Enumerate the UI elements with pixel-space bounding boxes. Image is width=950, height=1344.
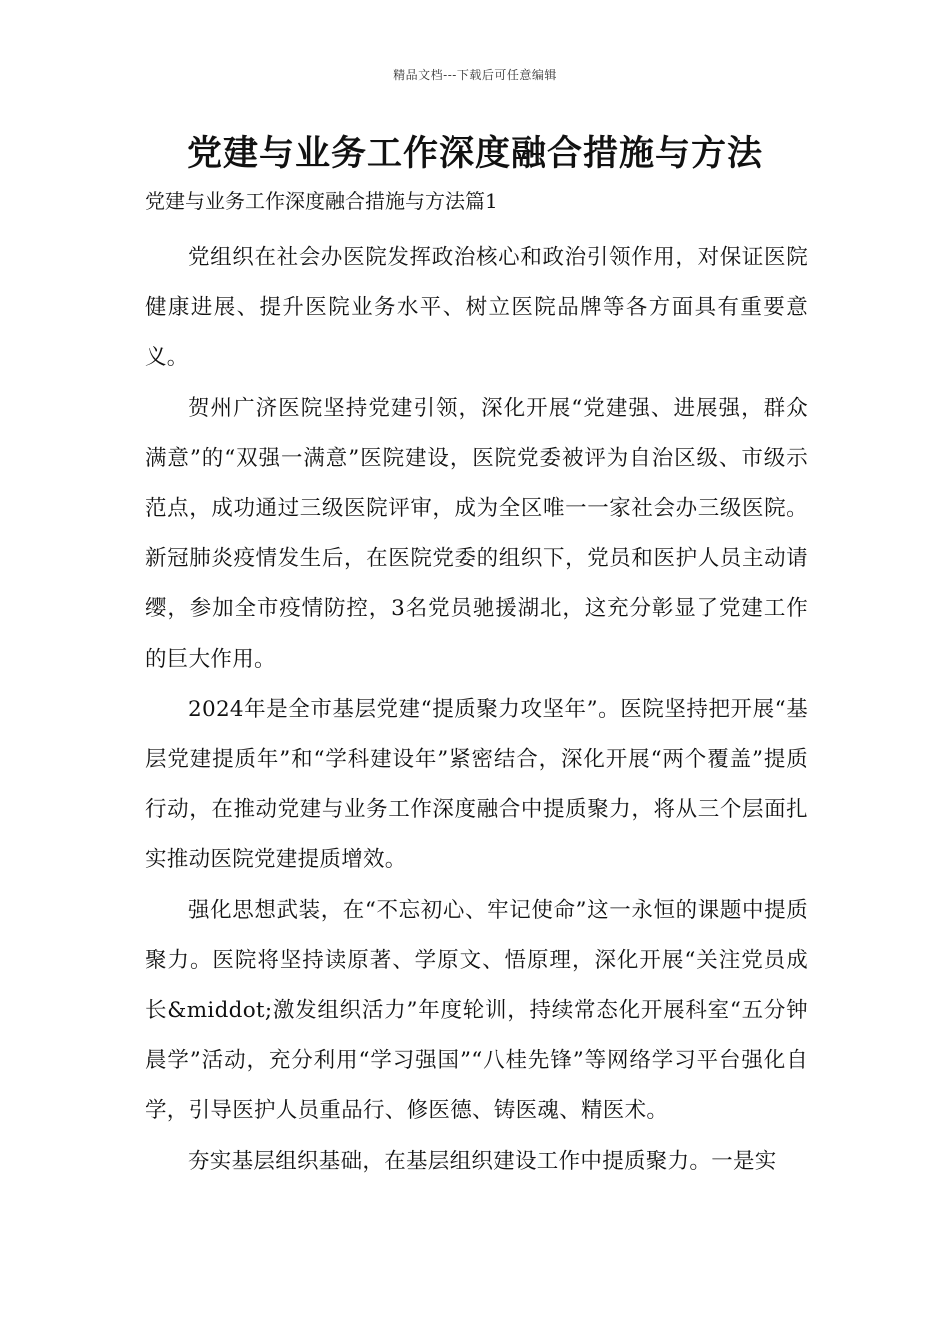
paragraph: 贺州广济医院坚持党建引领，深化开展“党建强、进展强，群众满意”的“双强一满意”医院建设，医院党委被评为自治区级、市级示范点，成功通过三级医院评审，成为全区唯一一家社会办三级医院。新冠肺炎疫情发生后，在医院党委的组织下，党员和医护人员主动请缨，参加全市疫情防控，3名党员驰援湖北，这充分彰显了党建工作的巨大作用。 bbox=[145, 395, 808, 672]
page-header: 精品文档---下载后可任意编辑 bbox=[393, 68, 557, 82]
paragraph: 2024年是全市基层党建“提质聚力攻坚年”。医院坚持把开展“基层党建提质年”和“学科建设年”紧密结合，深化开展“两个覆盖”提质行动，在推动党建与业务工作深度融合中提质聚力，将从三个层面扎实推动医院党建提质增效。 bbox=[145, 696, 808, 873]
paragraph: 强化思想武装，在“不忘初心、牢记使命”这一永恒的课题中提质聚力。医院将坚持读原著、学原文、悟原理，深化开展“关注党员成长&middot;激发组织活力”年度轮训，持续常态化开展科室“五分钟晨学”活动，充分利用“学习强国”“八桂先锋”等网络学习平台强化自学，引导医护人员重品行、修医德、铸医魂、精医术。 bbox=[145, 897, 808, 1124]
paragraph: 夯实基层组织基础，在基层组织建设工作中提质聚力。一是实 bbox=[188, 1148, 777, 1174]
document-body bbox=[145, 233, 808, 1187]
document-subtitle: 党建与业务工作深度融合措施与方法篇1 bbox=[145, 189, 498, 213]
document-title: 党建与业务工作深度融合措施与方法 bbox=[186, 134, 763, 174]
paragraph: 党组织在社会办医院发挥政治核心和政治引领作用，对保证医院健康进展、提升医院业务水平、树立医院品牌等各方面具有重要意义。 bbox=[145, 245, 808, 371]
